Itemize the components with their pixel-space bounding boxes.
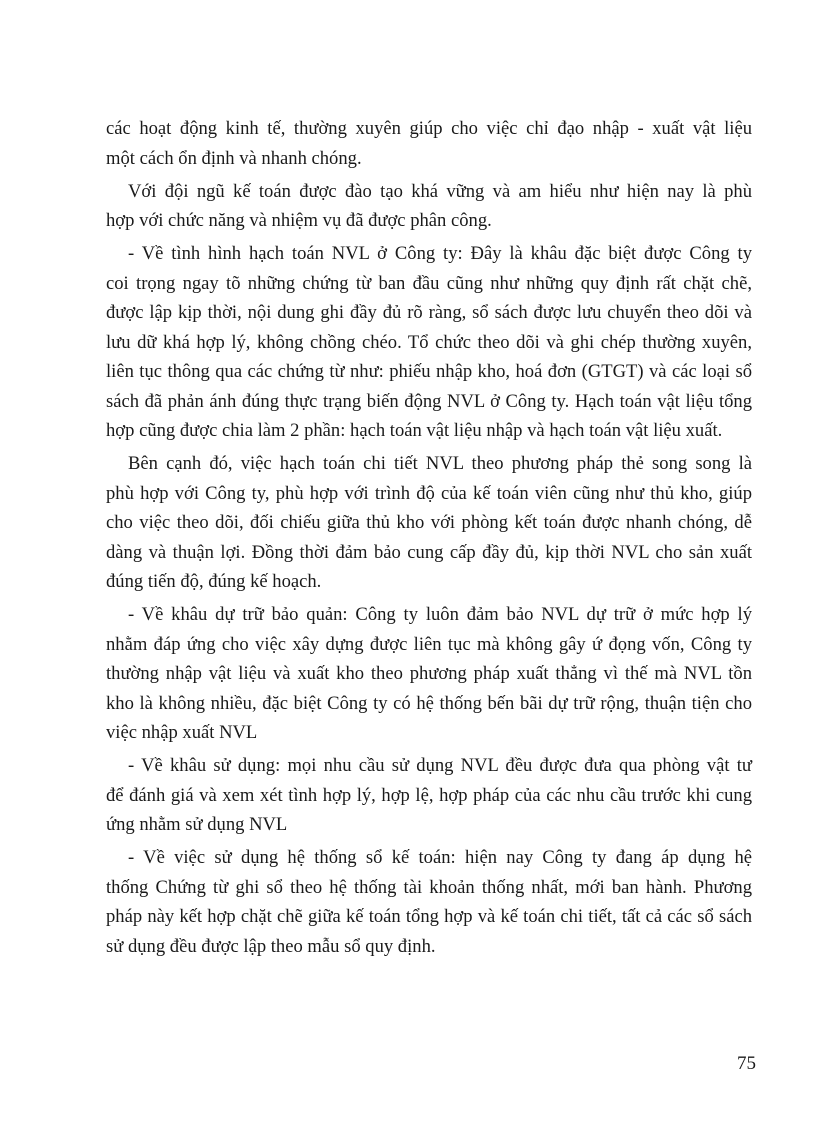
page-number: 75 bbox=[737, 1053, 756, 1074]
text-line: thống Chứng từ ghi sổ theo hệ thống tài khoản thống nhất, mới ban hành. Phương bbox=[106, 876, 752, 898]
text-line: - Về khâu dự trữ bảo quản: Công ty luôn đảm bảo NVL dự trữ ở mức hợp lý bbox=[128, 604, 752, 625]
text-line: các hoạt động kinh tế, thường xuyên giúp cho việc chỉ đạo nhập - xuất vật liệu bbox=[106, 118, 752, 139]
text-line: hợp cũng được chia làm 2 phần: hạch toán vật liệu nhập và hạch toán vật liệu xuất. bbox=[106, 420, 723, 441]
text-line: hợp với chức năng và nhiệm vụ đã được phân công. bbox=[106, 210, 492, 231]
text-line: lưu dữ khá hợp lý, không chồng chéo. Tổ chức theo dõi và ghi chép thường xuyên, bbox=[106, 331, 752, 353]
text-line: Với đội ngũ kế toán được đào tạo khá vững và am hiểu như hiện nay là phù bbox=[128, 180, 752, 202]
text-line: liên tục thông qua các chứng từ như: phiếu nhập kho, hoá đơn (GTGT) và các loại sổ bbox=[106, 361, 752, 382]
text-line: sách đã phản ánh đúng thực trạng biến động NVL ở Công ty. Hạch toán vật liệu tổng bbox=[106, 390, 752, 412]
paragraph-3 bbox=[106, 239, 752, 446]
paragraph-7 bbox=[106, 843, 752, 961]
paragraph-1 bbox=[106, 114, 752, 173]
text-line: để đánh giá và xem xét tình hợp lý, hợp lệ, hợp pháp của các nhu cầu trước khi cung bbox=[106, 784, 752, 806]
text-line: sử dụng đều được lập theo mẫu sổ quy định. bbox=[106, 935, 436, 957]
text-line: dàng và thuận lợi. Đồng thời đảm bảo cung cấp đầy đủ, kịp thời NVL cho sản xuất bbox=[106, 541, 752, 563]
paragraph-4 bbox=[106, 449, 752, 597]
text-line: - Về việc sử dụng hệ thống sổ kế toán: hiện nay Công ty đang áp dụng hệ bbox=[128, 847, 752, 868]
text-line: được lập kịp thời, nội dung ghi đầy đủ rõ ràng, sổ sách được lưu chuyển theo dõi và bbox=[106, 302, 752, 323]
text-line: pháp này kết hợp chặt chẽ giữa kế toán tổng hợp và kế toán chi tiết, tất cả các sổ sách bbox=[106, 906, 752, 927]
text-line: thường nhập vật liệu và xuất kho theo phương pháp xuất thẳng vì thế mà NVL tồn bbox=[106, 663, 752, 684]
text-line: ứng nhằm sử dụng NVL bbox=[106, 814, 288, 835]
text-line: nhằm đáp ứng cho việc xây dựng được liên tục mà không gây ứ đọng vốn, Công ty bbox=[106, 633, 752, 655]
text-line: kho là không nhiều, đặc biệt Công ty có hệ thống bến bãi dự trữ rộng, thuận tiện cho bbox=[106, 692, 752, 714]
text-line: cho việc theo dõi, đối chiếu giữa thủ kho với phòng kết toán được nhanh chóng, dễ bbox=[106, 512, 752, 533]
text-line: một cách ổn định và nhanh chóng. bbox=[106, 147, 362, 169]
text-line: đúng tiến độ, đúng kế hoạch. bbox=[106, 571, 322, 592]
text-line: - Về tình hình hạch toán NVL ở Công ty: Đây là khâu đặc biệt được Công ty bbox=[128, 243, 752, 264]
paragraph-6 bbox=[106, 751, 752, 840]
paragraph-2 bbox=[106, 177, 752, 236]
text-line: việc nhập xuất NVL bbox=[106, 722, 258, 743]
text-line: coi trọng ngay tõ những chứng từ ban đầu cũng như những quy định rất chặt chẽ, bbox=[106, 272, 752, 294]
text-line: phù hợp với Công ty, phù hợp với trình độ của kế toán viên cũng như thủ kho, giúp bbox=[106, 482, 752, 504]
paragraph-5 bbox=[106, 600, 752, 748]
document-body bbox=[106, 114, 752, 961]
text-line: Bên cạnh đó, việc hạch toán chi tiết NVL theo phương pháp thẻ song song là bbox=[128, 453, 752, 474]
text-line: - Về khâu sử dụng: mọi nhu cầu sử dụng NVL đều được đưa qua phòng vật tư bbox=[128, 755, 752, 776]
